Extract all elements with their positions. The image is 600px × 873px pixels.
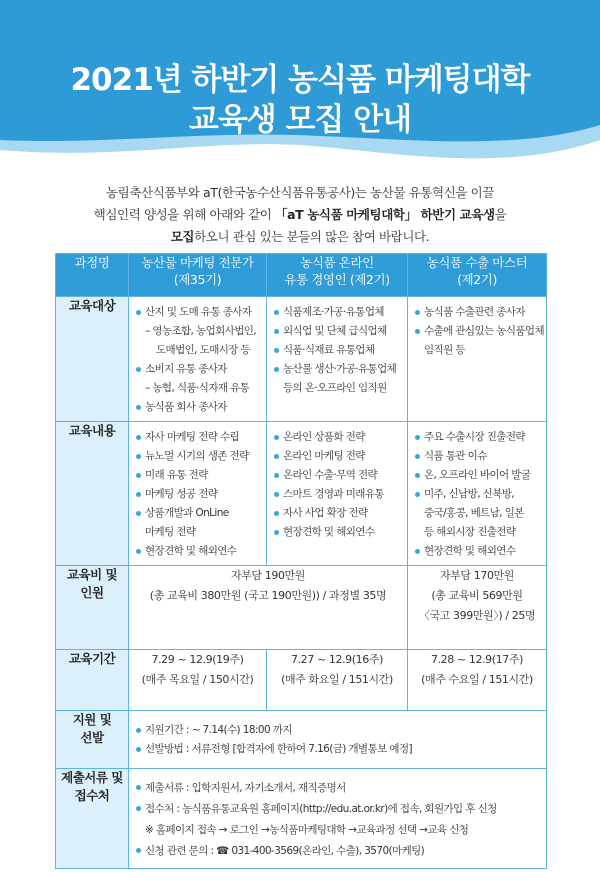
list-item: 식품제조·가공·유통업체 [274, 303, 403, 322]
intro-line3 [0, 227, 600, 245]
row-label-fee: 교육비 및 인원 [56, 566, 129, 650]
list-item: 도매법인, 도매시장 등 [156, 344, 251, 356]
list-item: 등 해외시장 진출전략 [424, 526, 516, 538]
list-item: 선발방법 : 서류전형 [합격자에 한하여 7.16(금) 개별통보 예정] [136, 740, 542, 759]
header-banner [0, 0, 600, 175]
list-item: 현장견학 및 해외연수 [136, 542, 262, 561]
row-content [56, 422, 547, 566]
intro-line2-prefix: 핵심인력 양성을 위해 아래와 같이 [93, 207, 275, 222]
intro-line3-rest: 하오니 관심 있는 분들의 많은 참여 바랍니다. [194, 229, 430, 244]
period-export: 7.28 ~ 12.9(17주) (매주 수요일 / 151시간) [408, 650, 547, 711]
table-header-row [56, 254, 547, 297]
fee-total: (총 교육비 569만원 [431, 589, 523, 602]
fee-export [408, 566, 547, 650]
list-item: 식품·식재료 유통업체 [274, 341, 403, 360]
list-item: 자사 마케팅 전략 수립 [136, 428, 262, 447]
list-item: 마케팅 전략 [145, 526, 196, 538]
list-item: 등의 온·오프라인 임직원 [283, 382, 387, 394]
docs-details [129, 769, 547, 869]
header-course-online: 농식품 온라인 유통 경영인 (제2기) [267, 254, 408, 297]
list-item: – 농협, 식품·식자재 유통 [145, 382, 250, 394]
apply-details [129, 711, 547, 769]
fee-self-pay: 자부담 170만원 [439, 569, 515, 582]
row-target [56, 297, 547, 422]
list-item: – 영농조합, 농업회사법인, [145, 325, 257, 337]
list-item: 접수처 : 농식품유통교육원 홈페이지(http://edu.at.or.kr)에 접속, 회원가입 후 신청 [136, 799, 542, 820]
list-item: 소비지 유통 종사자 [136, 360, 262, 379]
header-course-marketing: 농산물 마케팅 전문가 (제35기) [129, 254, 267, 297]
header-course-export: 농식품 수출 마스터 (제2기) [408, 254, 547, 297]
fee-subsidy: 〈국고 399만원〉) / 25명 [418, 609, 536, 622]
list-item: 제출서류 : 입학지원서, 자기소개서, 재직증명서 [136, 778, 542, 799]
row-docs [56, 769, 547, 869]
list-item: 임직원 등 [424, 344, 465, 356]
period-marketing: 7.29 ~ 12.9(19주) (매주 목요일 / 150시간) [129, 650, 267, 711]
intro-line2 [0, 205, 600, 223]
row-period [56, 650, 547, 711]
page-title-line2: 교육생 모집 안내 [188, 102, 412, 138]
list-item: 중국/홍콩, 베트남, 일본 [424, 507, 524, 519]
page-title-line1: 2021년 하반기 농식품 마케팅대학 [70, 62, 530, 98]
list-item: 농산물 생산·가공·유통업체 [274, 360, 403, 379]
row-label-docs: 제출서류 및 접수처 [56, 769, 129, 869]
intro-line1: 농림축산식품부와 aT(한국농수산식품유통공사)는 농산물 유통혁신을 이끌 [106, 185, 494, 200]
list-item: 미주, 신남방, 신북방, [415, 485, 542, 504]
fee-self-pay: 자부담 190만원 [230, 569, 306, 582]
list-item: 온라인 상품화 전략 [274, 428, 403, 447]
list-item: 식품 통관 이슈 [415, 447, 542, 466]
row-fee [56, 566, 547, 650]
row-label-content: 교육내용 [56, 422, 129, 566]
list-item: 온라인 수출·무역 전략 [274, 466, 403, 485]
content-marketing [129, 422, 267, 566]
intro-course-name: 「aT 농식품 마케팅대학」 하반기 교육생 [275, 207, 495, 222]
list-item: 온라인 마케팅 전략 [274, 447, 403, 466]
list-item: 미래 유통 전략 [136, 466, 262, 485]
content-export [408, 422, 547, 566]
recruitment-table [55, 253, 547, 869]
list-item: 상품개발과 OnLine [136, 504, 262, 523]
list-item: 농식품 회사 종사자 [136, 398, 262, 417]
target-marketing [129, 297, 267, 422]
list-item: ※ 홈페이지 접속 → 로그인 →농식품마케팅대학 →교육과정 선택 →교육 신청 [145, 823, 469, 836]
target-export [408, 297, 547, 422]
list-item: 산지 및 도매 유통 종사자 [136, 303, 262, 322]
list-item: 농식품 수출관련 종사자 [415, 303, 542, 322]
row-label-apply: 지원 및 선발 [56, 711, 129, 769]
row-label-target: 교육대상 [56, 297, 129, 422]
row-apply [56, 711, 547, 769]
intro-line2-suffix: 을 [494, 207, 507, 222]
list-item: 마케팅 성공 전략 [136, 485, 262, 504]
target-online [267, 297, 408, 422]
list-item: 자사 사업 확장 전략 [274, 504, 403, 523]
content-online [267, 422, 408, 566]
list-item: 온, 오프라인 바이어 발굴 [415, 466, 542, 485]
list-item: 현장견학 및 해외연수 [415, 542, 542, 561]
list-item: 수출에 관심있는 농식품업체 [415, 322, 542, 341]
list-item: 지원기간 : ~ 7.14(수) 18:00 까지 [136, 721, 542, 740]
header-course-name: 과정명 [56, 254, 129, 297]
list-item: 주요 수출시장 진출전략 [415, 428, 542, 447]
list-item: 뉴노멀 시기의 생존 전략 [136, 447, 262, 466]
intro-recruit-word: 모집 [170, 229, 195, 244]
fee-total: (총 교육비 380만원 (국고 190만원)) / 과정별 35명 [149, 589, 387, 602]
list-item: 외식업 및 단체 급식업체 [274, 322, 403, 341]
list-item: 스마트 경영과 미래유통 [274, 485, 403, 504]
row-label-period: 교육기간 [56, 650, 129, 711]
fee-marketing-online [129, 566, 408, 650]
list-item: 현장견학 및 해외연수 [274, 523, 403, 542]
period-online: 7.27 ~ 12.9(16주) (매주 화요일 / 151시간) [267, 650, 408, 711]
contact-info: 신청 관련 문의 : ☎ 031-400-3569(온라인, 수출), 3570(마케팅) [136, 841, 542, 862]
